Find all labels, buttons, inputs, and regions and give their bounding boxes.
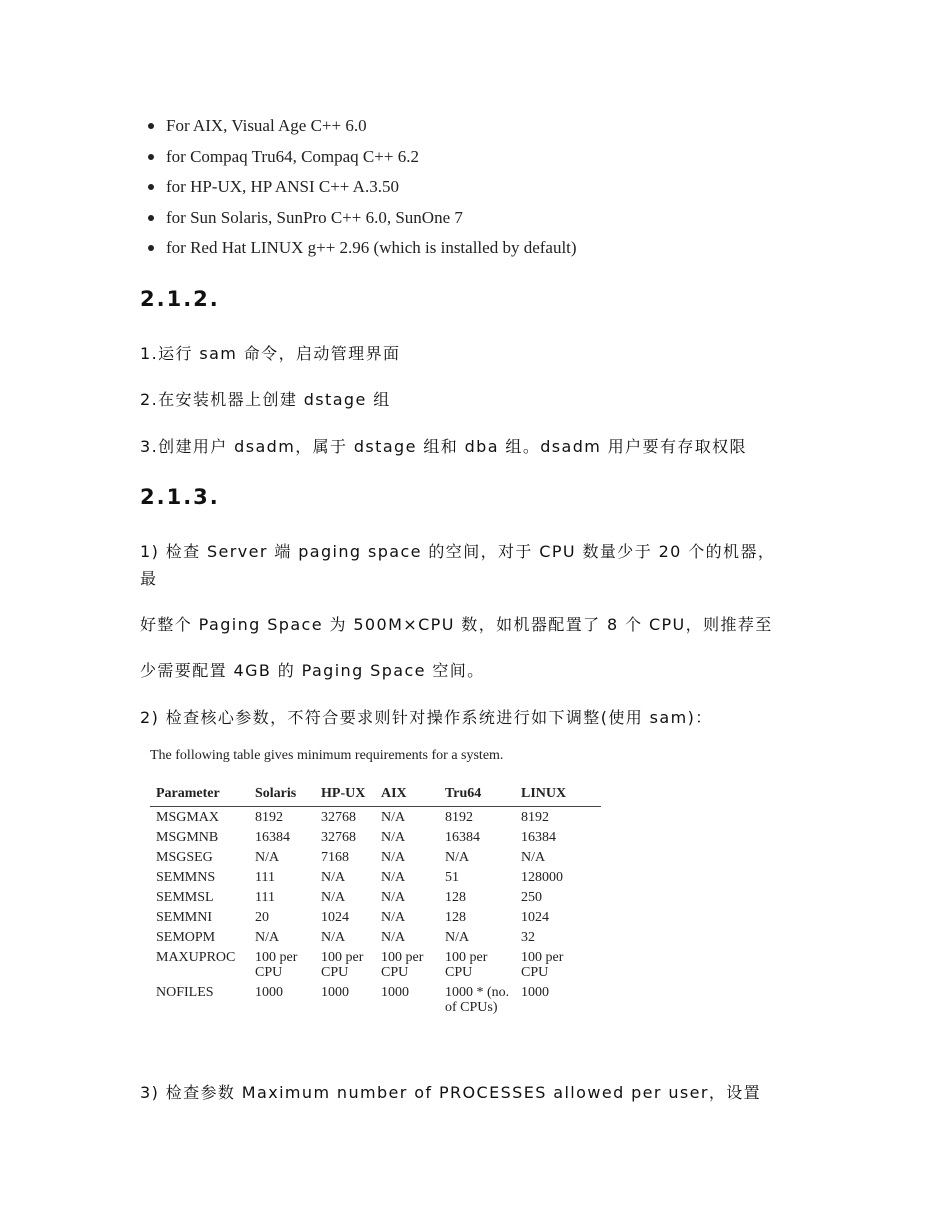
table-cell: N/A: [255, 930, 280, 945]
table-cell: 128000: [521, 870, 563, 885]
list-item: for HP-UX, HP ANSI C++ A.3.50: [146, 172, 577, 203]
table-cell: 1000: [255, 985, 283, 1000]
table-cell: 250: [521, 890, 542, 905]
table-cell: N/A: [381, 890, 406, 905]
paragraph-paging-3: 少需要配置 4GB 的 Paging Space 空间。: [140, 661, 485, 680]
table-cell: 128: [445, 910, 466, 925]
table-cell: N/A: [521, 850, 546, 865]
table-cell: N/A: [321, 890, 346, 905]
table-cell: SEMOPM: [156, 930, 216, 945]
paragraph-paging-1-wrap: 最: [140, 569, 158, 588]
paragraph-paging-2: 好整个 Paging Space 为 500M×CPU 数，如机器配置了 8 个 CPU，则推荐至: [140, 615, 773, 634]
table-cell: N/A: [321, 870, 346, 885]
table-row: [150, 807, 601, 828]
table-cell: 32768: [321, 810, 356, 825]
column-header: Parameter: [150, 786, 255, 807]
section-heading-2-1-3: 2.1.3.: [140, 485, 220, 509]
table-cell: 32: [521, 930, 535, 945]
parameter-table-figure: [150, 748, 610, 1017]
table-row: [150, 907, 601, 927]
table-cell: 1024: [321, 910, 349, 925]
table-cell: 1000 * (no. of CPUs): [445, 985, 510, 1015]
paragraph-paging-1: 1) 检查 Server 端 paging space 的空间，对于 CPU 数量少于 20 个的机器，: [140, 542, 776, 561]
paragraph-max-processes: 3) 检查参数 Maximum number of PROCESSES allowed per user，设置: [140, 1083, 762, 1102]
column-header: LINUX: [521, 786, 601, 807]
table-cell: SEMMNI: [156, 910, 213, 925]
table-cell: N/A: [255, 850, 280, 865]
parameter-table: [150, 786, 601, 1017]
list-item: for Compaq Tru64, Compaq C++ 6.2: [146, 142, 577, 173]
table-cell: N/A: [381, 870, 406, 885]
bullet-icon: [148, 154, 154, 160]
table-header-row: [150, 786, 601, 807]
table-cell: 1000: [381, 985, 409, 1000]
table-cell: 100 per CPU: [255, 950, 298, 980]
table-cell: N/A: [445, 930, 470, 945]
step-2: 2.在安装机器上创建 dstage 组: [140, 390, 391, 409]
table-cell: 8192: [255, 810, 283, 825]
table-cell: N/A: [381, 830, 406, 845]
table-cell: MSGMNB: [156, 830, 219, 845]
table-cell: 100 per CPU: [521, 950, 564, 980]
step-3: 3.创建用户 dsadm，属于 dstage 组和 dba 组。dsadm 用户要有存取权限: [140, 437, 747, 456]
section-heading-2-1-2: 2.1.2.: [140, 287, 220, 311]
table-cell: N/A: [381, 910, 406, 925]
table-cell: 51: [445, 870, 459, 885]
table-cell: 111: [255, 890, 275, 905]
table-cell: 16384: [521, 830, 556, 845]
table-cell: N/A: [381, 810, 406, 825]
bullet-icon: [148, 184, 154, 190]
table-cell: 128: [445, 890, 466, 905]
column-header: AIX: [381, 786, 445, 807]
compiler-list: [146, 111, 577, 264]
bullet-icon: [148, 215, 154, 221]
table-cell: N/A: [381, 850, 406, 865]
table-cell: MAXUPROC: [156, 950, 236, 965]
paragraph-kernel-params: 2) 检查核心参数，不符合要求则针对操作系统进行如下调整(使用 sam)：: [140, 708, 713, 727]
table-cell: N/A: [321, 930, 346, 945]
step-1: 1.运行 sam 命令，启动管理界面: [140, 344, 401, 363]
table-row: [150, 887, 601, 907]
table-cell: 20: [255, 910, 269, 925]
table-row: [150, 982, 601, 1017]
table-cell: 1000: [321, 985, 349, 1000]
table-cell: SEMMSL: [156, 890, 214, 905]
table-cell: 1024: [521, 910, 549, 925]
table-row: [150, 827, 601, 847]
table-cell: 100 per CPU: [445, 950, 488, 980]
table-cell: 8192: [445, 810, 473, 825]
table-cell: 16384: [255, 830, 290, 845]
table-caption: The following table gives minimum requirements for a system.: [150, 748, 504, 763]
table-cell: 8192: [521, 810, 549, 825]
table-cell: MSGSEG: [156, 850, 213, 865]
table-cell: 32768: [321, 830, 356, 845]
table-cell: 1000: [521, 985, 549, 1000]
table-cell: NOFILES: [156, 985, 214, 1000]
column-header: Tru64: [445, 786, 521, 807]
table-cell: 16384: [445, 830, 480, 845]
column-header: HP-UX: [321, 786, 381, 807]
table-cell: 111: [255, 870, 275, 885]
list-item: for Sun Solaris, SunPro C++ 6.0, SunOne 7: [146, 203, 577, 234]
table-cell: 100 per CPU: [381, 950, 424, 980]
table-cell: 100 per CPU: [321, 950, 364, 980]
table-row: [150, 947, 601, 982]
list-item: for Red Hat LINUX g++ 2.96 (which is installed by default): [146, 233, 577, 264]
bullet-icon: [148, 245, 154, 251]
bullet-icon: [148, 123, 154, 129]
column-header: Solaris: [255, 786, 321, 807]
table-cell: SEMMNS: [156, 870, 216, 885]
list-item: For AIX, Visual Age C++ 6.0: [146, 111, 577, 142]
table-cell: 7168: [321, 850, 349, 865]
table-row: [150, 847, 601, 867]
table-cell: N/A: [445, 850, 470, 865]
table-cell: N/A: [381, 930, 406, 945]
table-row: [150, 927, 601, 947]
table-row: [150, 867, 601, 887]
table-cell: MSGMAX: [156, 810, 220, 825]
